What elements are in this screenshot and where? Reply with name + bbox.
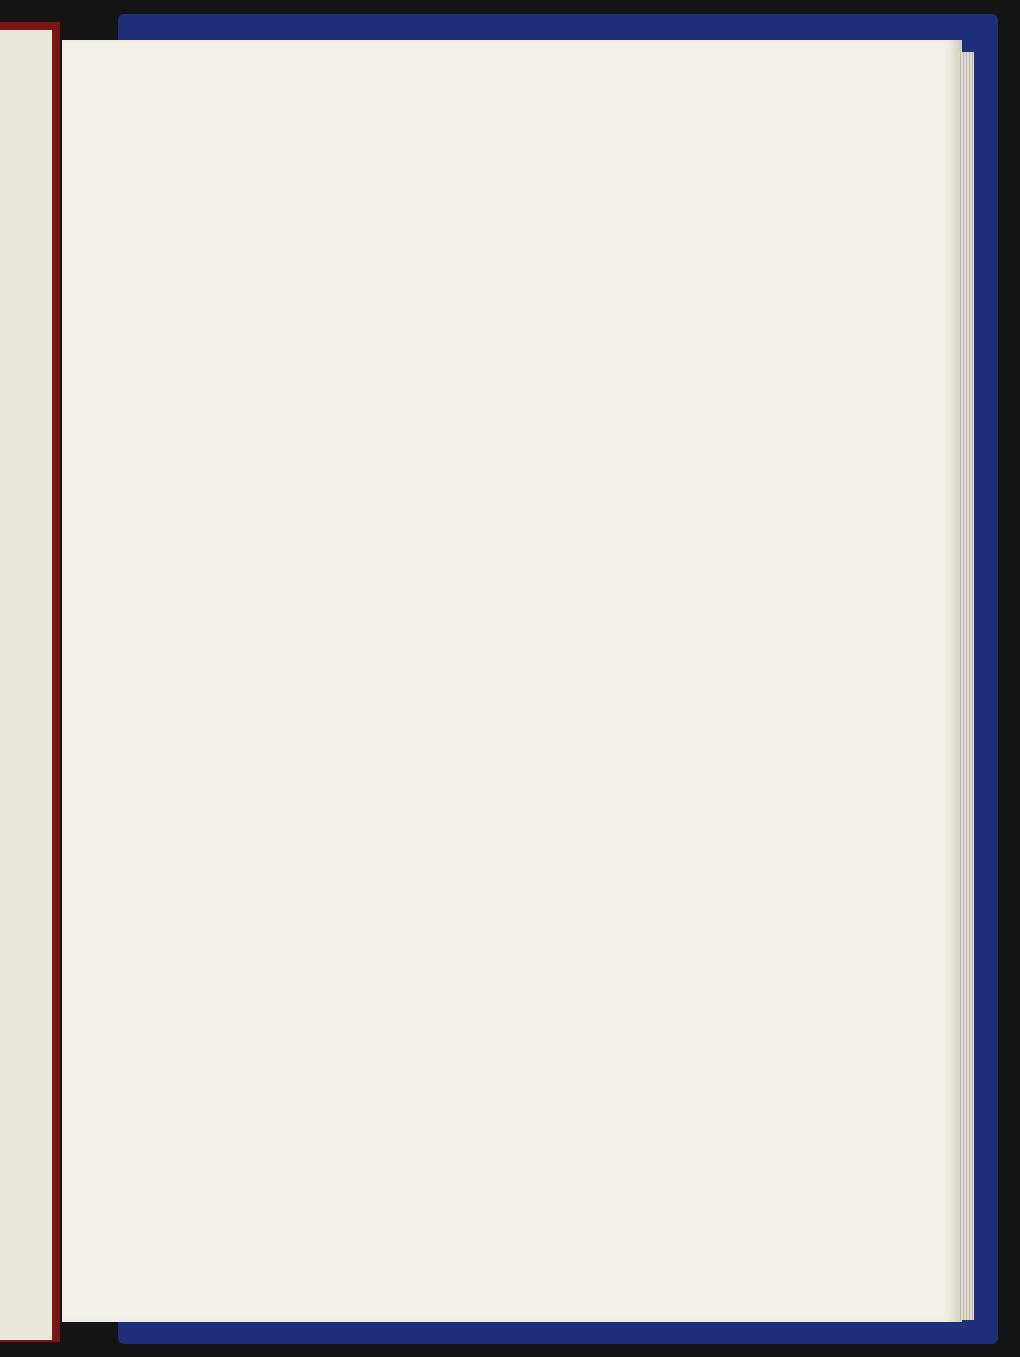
document-page: [62, 40, 962, 1322]
page-edges: [958, 52, 974, 1320]
left-page: [0, 30, 52, 1340]
